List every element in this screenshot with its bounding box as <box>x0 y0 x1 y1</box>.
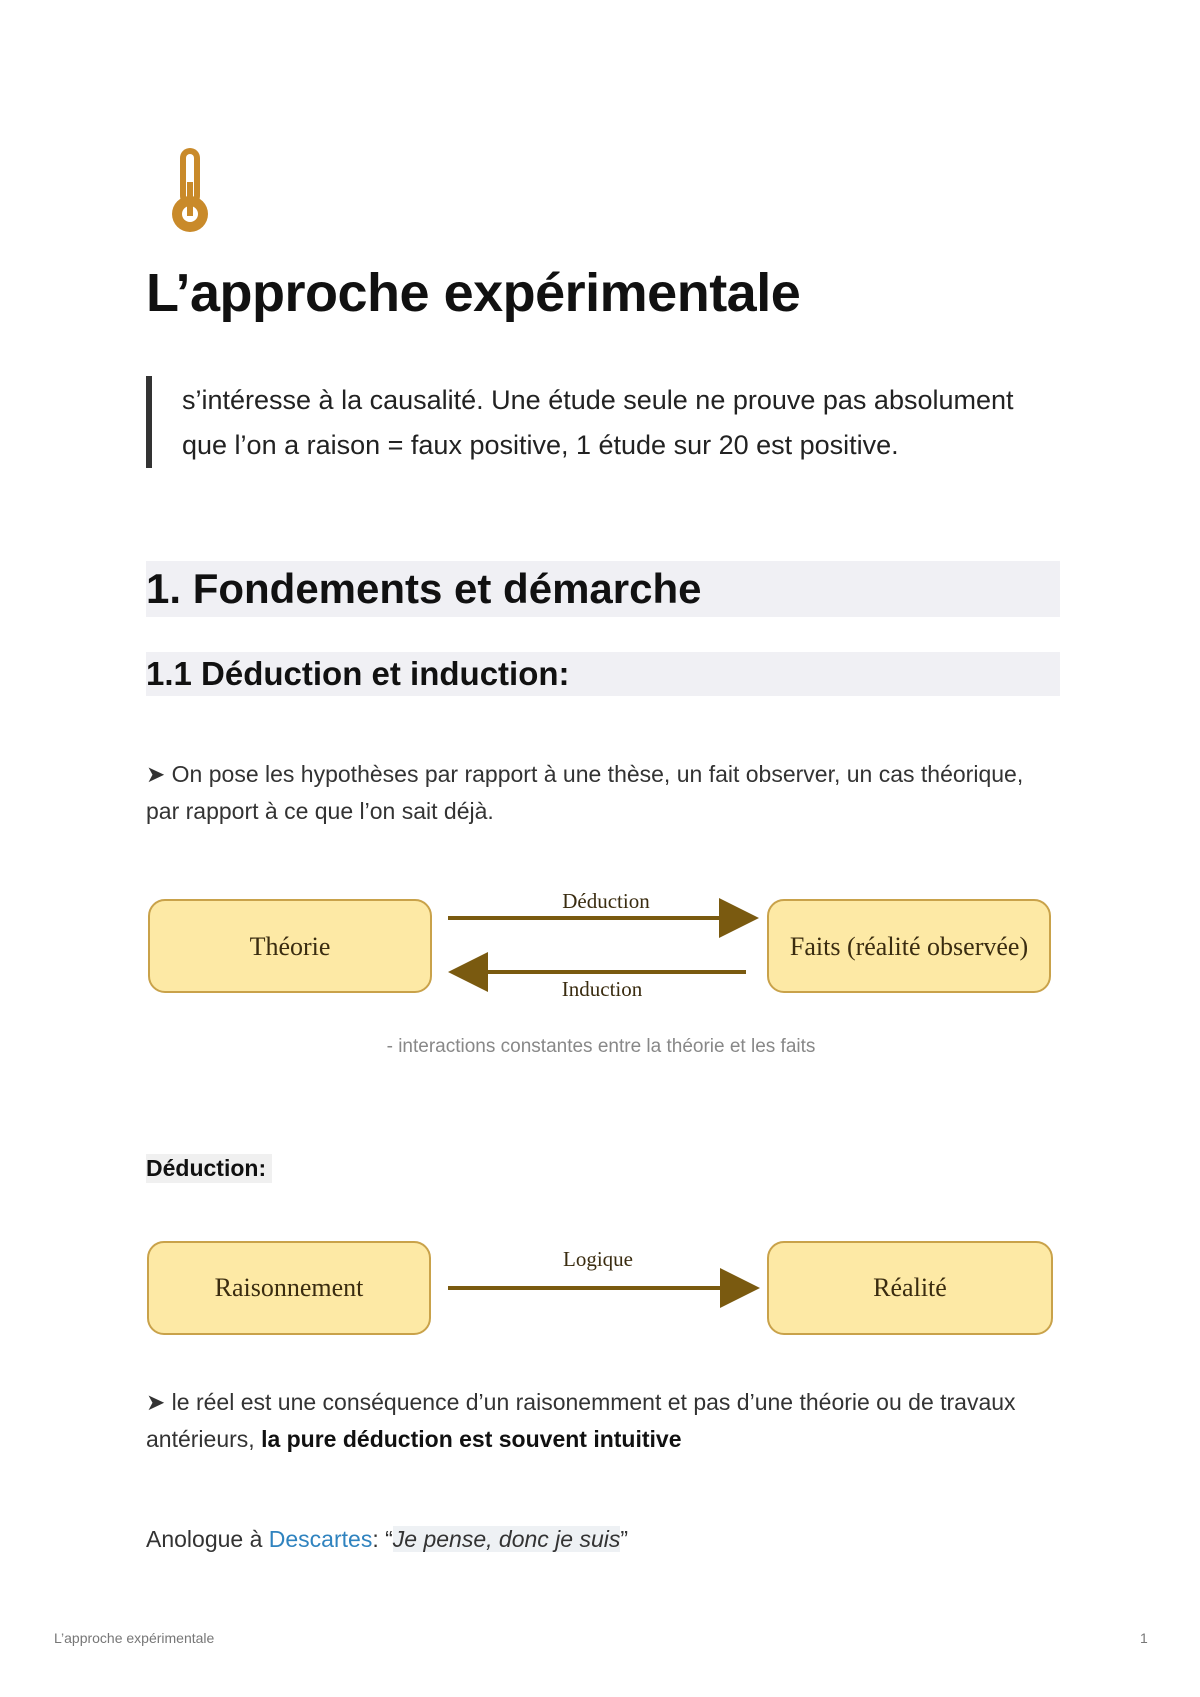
theory-facts-diagram <box>146 890 1056 1000</box>
theory-box-label: Théorie <box>249 932 331 961</box>
deduction-arrow-label: Déduction <box>562 890 650 913</box>
thermometer-icon <box>160 146 220 234</box>
footer-title: L’approche expérimentale <box>54 1630 215 1646</box>
callout-quote <box>146 376 1056 468</box>
facts-box-label: Faits (réalité observée) <box>789 932 1029 961</box>
bullet-paragraph-reality <box>146 1384 1056 1458</box>
deduction-label: Déduction: <box>146 1154 272 1183</box>
arrow-bullet-icon: ➤ <box>146 1389 166 1415</box>
descartes-link[interactable]: Descartes <box>268 1526 373 1552</box>
analog-colon: : <box>372 1526 379 1552</box>
open-quote: “ <box>385 1526 393 1552</box>
analog-prefix: Anologue à <box>146 1526 263 1552</box>
subsection-heading: 1.1 Déduction et induction: <box>146 652 1060 696</box>
descartes-paragraph <box>146 1521 1056 1558</box>
reasoning-reality-diagram <box>146 1236 1056 1338</box>
reality-box-label: Réalité <box>873 1273 947 1302</box>
bullet-text: On pose les hypothèses par rapport à une thèse, un fait observer, un cas théorique, par rapport à ce que l’on sait déjà. <box>146 761 1024 824</box>
callout-text: s’intéresse à la causalité. Une étude seule ne prouve pas absolument que l’on a raison = faux positive, 1 étude sur 20 est positive. <box>182 385 1014 460</box>
reasoning-box-label: Raisonnement <box>214 1273 364 1302</box>
diagram-caption: - interactions constantes entre la théorie et les faits <box>386 1036 816 1057</box>
induction-arrow-label: Induction <box>561 977 643 1000</box>
arrow-bullet-icon: ➤ <box>146 761 166 787</box>
bullet-bold-text: la pure déduction est souvent intuitive <box>261 1426 682 1452</box>
page-title: L’approche expérimentale <box>146 263 801 323</box>
section-heading: 1. Fondements et démarche <box>146 561 1060 617</box>
bullet-text: le réel est une conséquence d’un raisonemment et pas d’une théorie ou de travaux antérieurs, <box>146 1389 1016 1452</box>
close-quote: ” <box>620 1526 629 1552</box>
logic-arrow-label: Logique <box>563 1247 633 1271</box>
descartes-quote: Je pense, donc je suis <box>392 1526 621 1552</box>
bullet-paragraph-hypotheses <box>146 756 1056 830</box>
page-number: 1 <box>1140 1630 1148 1646</box>
